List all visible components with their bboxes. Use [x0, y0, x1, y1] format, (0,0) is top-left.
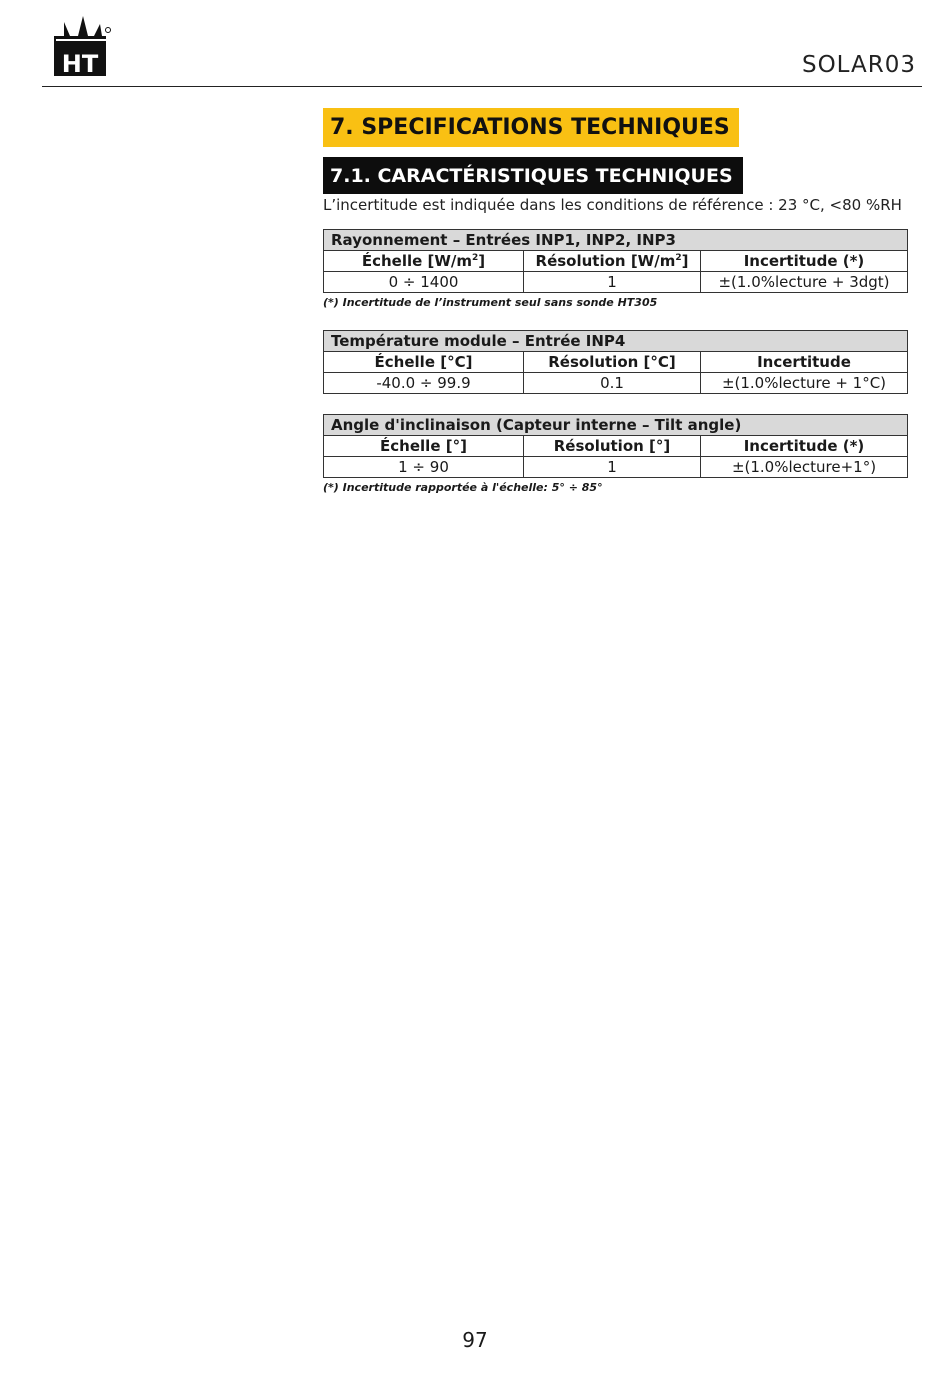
cell-range: 0 ÷ 1400	[324, 272, 524, 293]
column-header-uncertainty: Incertitude (*)	[701, 251, 908, 272]
column-header-uncertainty: Incertitude	[701, 352, 908, 373]
cell-uncertainty: ±(1.0%lecture + 1°C)	[701, 373, 908, 394]
header-divider	[42, 86, 922, 87]
logo-text: HT	[61, 50, 99, 78]
spec-table-tilt-angle	[323, 414, 908, 478]
page-number: 97	[462, 1328, 488, 1352]
column-header-resolution: Résolution [°C]	[524, 352, 701, 373]
table-footnote: (*) Incertitude rapportée à l'échelle: 5° ÷ 85°	[323, 481, 603, 494]
column-header-resolution: Résolution [°]	[524, 436, 701, 457]
table-footnote: (*) Incertitude de l’instrument seul sans sonde HT305	[323, 296, 658, 309]
cell-resolution: 1	[524, 272, 701, 293]
table-title: Température module – Entrée INP4	[324, 331, 908, 352]
table-title: Rayonnement – Entrées INP1, INP2, INP3	[324, 230, 908, 251]
ht-logo	[50, 10, 112, 78]
cell-range: -40.0 ÷ 99.9	[324, 373, 524, 394]
cell-resolution: 0.1	[524, 373, 701, 394]
column-header-uncertainty: Incertitude (*)	[701, 436, 908, 457]
table-row	[324, 272, 908, 293]
ht-logo-mark	[50, 10, 112, 78]
section-title: 7. SPECIFICATIONS TECHNIQUES	[323, 108, 739, 147]
cell-resolution: 1	[524, 457, 701, 478]
column-header-resolution: Résolution $[W/m^2]$	[524, 251, 701, 272]
column-header-range: Échelle [°]	[324, 436, 524, 457]
table-title: Angle d'inclinaison (Capteur interne – Tilt angle)	[324, 415, 908, 436]
cell-uncertainty: ±(1.0%lecture + 3dgt)	[701, 272, 908, 293]
table-row	[324, 373, 908, 394]
cell-range: 1 ÷ 90	[324, 457, 524, 478]
section-subtitle: 7.1. CARACTÉRISTIQUES TECHNIQUES	[323, 157, 743, 194]
model-name: SOLAR03	[801, 52, 916, 78]
column-header-range: Échelle [°C]	[324, 352, 524, 373]
spec-table-module-temperature	[323, 330, 908, 394]
spec-section	[323, 108, 909, 495]
cell-uncertainty: ±(1.0%lecture+1°)	[701, 457, 908, 478]
spec-table-irradiance	[323, 229, 908, 293]
intro-text: L’incertitude est indiquée dans les conditions de référence : 23 °C, <80 %RH	[323, 196, 902, 214]
column-header-range: Échelle $[W/m^2]$	[324, 251, 524, 272]
table-row	[324, 457, 908, 478]
